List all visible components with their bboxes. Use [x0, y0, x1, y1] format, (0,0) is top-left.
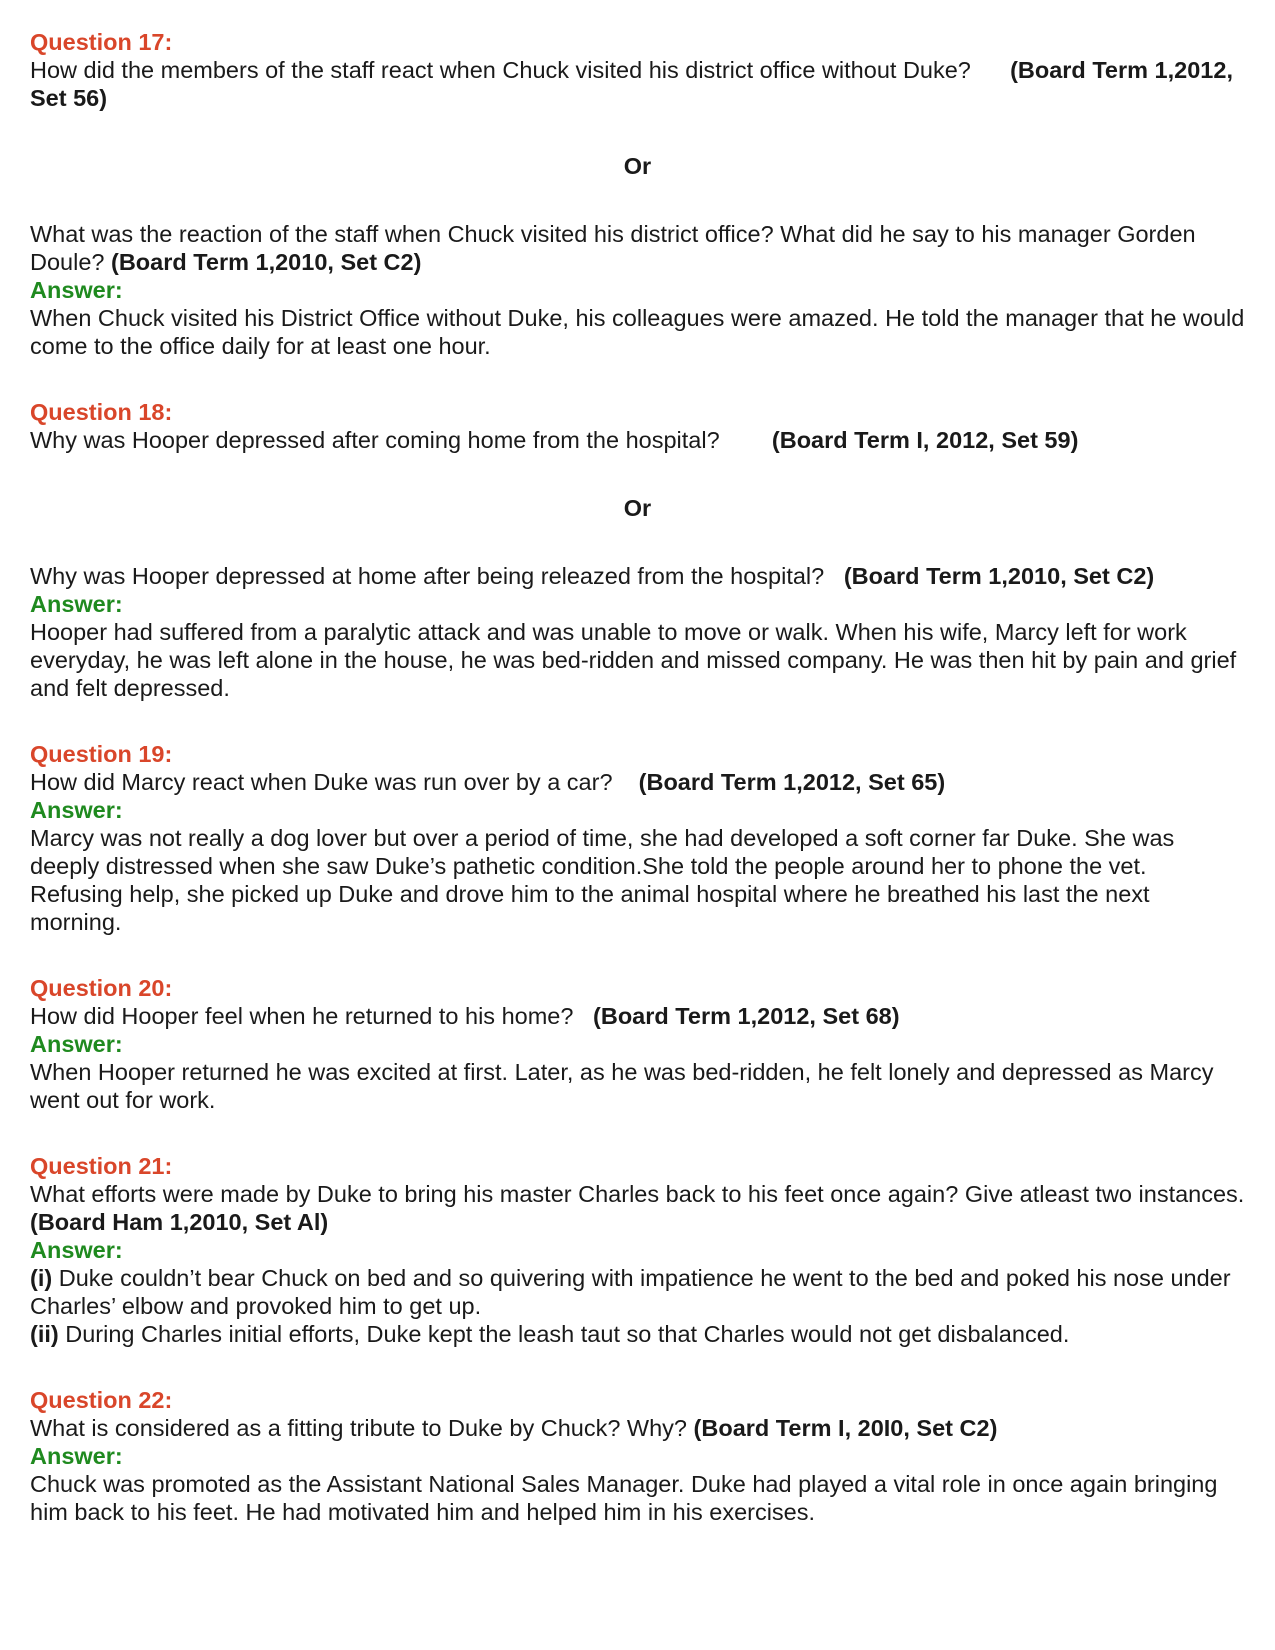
board-reference: (Board Term 1,2010, Set C2)	[843, 563, 1155, 589]
alternate-question-body: Why was Hooper depressed at home after being releazed from the hospital?	[30, 563, 825, 589]
question-text	[30, 1002, 1245, 1030]
answer-text: Chuck was promoted as the Assistant National Sales Manager. Duke had played a vital role in once again bringing him back to his feet. He had motivated him and helped him in his exercises.	[30, 1471, 1218, 1525]
board-reference: (Board Term 1,2012, Set 65)	[638, 769, 946, 795]
answer-point	[30, 1264, 1245, 1320]
question-text	[30, 426, 1245, 454]
answer-heading: Answer:	[30, 1031, 123, 1057]
board-reference: (Board Term 1,2012, Set 56)	[30, 57, 1233, 111]
question-heading: Question 22:	[30, 1387, 173, 1413]
or-separator: Or	[623, 495, 652, 521]
answer-heading: Answer:	[30, 1443, 123, 1469]
board-reference: (Board Term I, 2012, Set 59)	[771, 427, 1079, 453]
board-reference: (Board Term 1,2012, Set 68)	[593, 1003, 900, 1029]
question-heading: Question 19:	[30, 741, 173, 767]
question-21	[30, 1152, 1245, 1348]
question-20	[30, 974, 1245, 1114]
answer-text: Hooper had suffered from a paralytic attack and was unable to move or walk. When his wife, Marcy left for work everyday, he was left alone in the house, he was bed-ridden and missed company. He was then hit by pain and grief and felt depressed.	[30, 619, 1237, 701]
point-text: Duke couldn’t bear Chuck on bed and so quivering with impatience he went to the bed and poked his nose under Charles’ elbow and provoked him to get up.	[30, 1265, 1231, 1319]
answer-text: When Hooper returned he was excited at first. Later, as he was bed-ridden, he felt lonely and depressed as Marcy went out for work.	[30, 1059, 1214, 1113]
question-heading: Question 20:	[30, 975, 173, 1001]
board-reference: (Board Term I, 20I0, Set C2)	[693, 1415, 998, 1441]
question-body: How did Hooper feel when he returned to his home?	[30, 1003, 574, 1029]
question-body: What efforts were made by Duke to bring his master Charles back to his feet once again? Give atleast two instances.	[30, 1181, 1245, 1207]
question-17	[30, 28, 1245, 360]
question-19	[30, 740, 1245, 936]
question-heading: Question 21:	[30, 1153, 173, 1179]
point-label: (i)	[30, 1265, 53, 1291]
alternate-question-text	[30, 562, 1245, 590]
answer-heading: Answer:	[30, 1237, 123, 1263]
question-text	[30, 768, 1245, 796]
board-reference: (Board Ham 1,2010, Set Al)	[30, 1209, 329, 1235]
question-heading: Question 17:	[30, 29, 173, 55]
alternate-question-body: What was the reaction of the staff when Chuck visited his district office? What did he say to his manager Gorden Doule?	[30, 221, 1196, 275]
qa-content	[30, 28, 1245, 1526]
point-label: (ii)	[30, 1321, 59, 1347]
answer-text: Marcy was not really a dog lover but over a period of time, she had developed a soft corner far Duke. She was deeply distressed when she saw Duke’s pathetic condition.She told the people around her to phone the vet. Refusing help, she picked up Duke and drove him to the animal hospital where he breathed his last the next morning.	[30, 825, 1175, 935]
question-body: What is considered as a fitting tribute to Duke by Chuck? Why?	[30, 1415, 688, 1441]
question-body: How did the members of the staff react when Chuck visited his district office without Duke?	[30, 57, 971, 83]
question-text	[30, 1180, 1245, 1236]
question-text	[30, 56, 1245, 112]
answer-heading: Answer:	[30, 797, 123, 823]
or-separator: Or	[623, 153, 652, 179]
answer-point	[30, 1320, 1245, 1348]
answer-text: When Chuck visited his District Office without Duke, his colleagues were amazed. He told the manager that he would come to the office daily for at least one hour.	[30, 305, 1245, 359]
question-body: How did Marcy react when Duke was run over by a car?	[30, 769, 613, 795]
answer-heading: Answer:	[30, 591, 123, 617]
question-body: Why was Hooper depressed after coming home from the hospital?	[30, 427, 720, 453]
alternate-question-text	[30, 220, 1245, 276]
point-text: During Charles initial efforts, Duke kept the leash taut so that Charles would not get disbalanced.	[65, 1321, 1070, 1347]
question-18	[30, 398, 1245, 702]
question-heading: Question 18:	[30, 399, 173, 425]
answer-heading: Answer:	[30, 277, 123, 303]
question-22	[30, 1386, 1245, 1526]
question-text	[30, 1414, 1245, 1442]
board-reference: (Board Term 1,2010, Set C2)	[111, 249, 422, 275]
